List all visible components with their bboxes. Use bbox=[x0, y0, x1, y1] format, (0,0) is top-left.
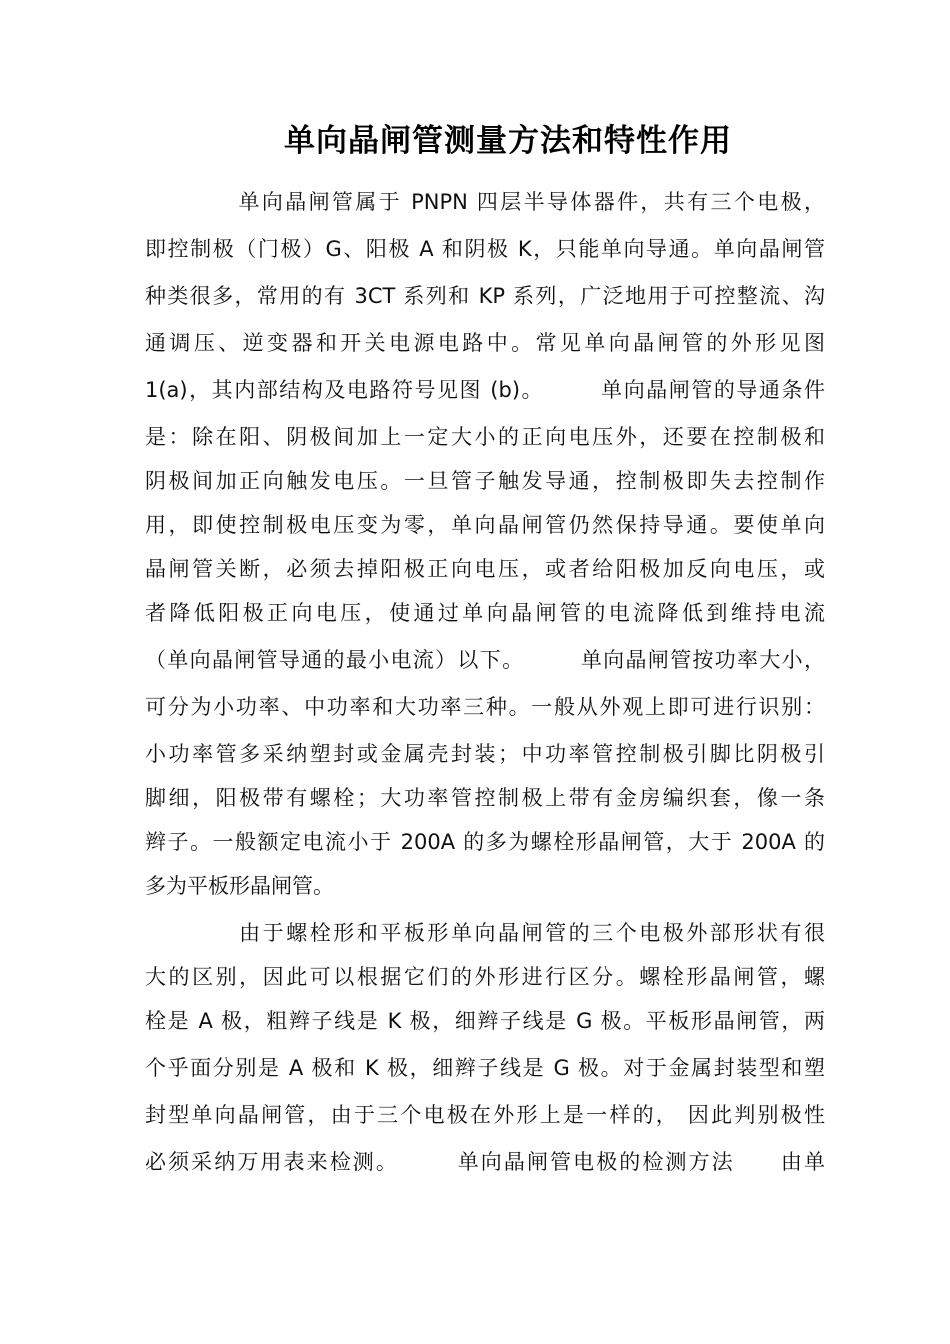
body-line-3: 种类很多，常用的有 3CT 系列和 KP 系列，广泛地用于可控整流、沟 bbox=[145, 284, 825, 308]
body-line-1: 单向晶闸管属于 PNPN 四层半导体器件，共有三个电极， bbox=[145, 190, 825, 214]
body-line-22: 必须采纳万用表来检测。 单向晶闸管电极的检测方法 由单 bbox=[145, 1150, 825, 1174]
body-line-11: （单向晶闸管导通的最小电流）以下。 单向晶闸管按功率大小， bbox=[145, 648, 825, 672]
body-line-6: 是：除在阳、阴极间加上一定大小的正向电压外，还要在控制极和 bbox=[145, 425, 825, 449]
body-line-18: 大的区别，因此可以根据它们的外形进行区分。螺栓形晶闸管，螺 bbox=[145, 965, 825, 989]
body-line-15: 辫子。一般额定电流小于 200A 的多为螺栓形晶闸管，大于 200A 的 bbox=[145, 830, 825, 854]
body-line-14: 脚细，阳极带有螺栓；大功率管控制极上带有金房编织套，像一条 bbox=[145, 786, 825, 810]
body-line-7: 阴极间加正向触发电压。一旦管子触发导通，控制极即失去控制作 bbox=[145, 469, 825, 493]
document-title: 单向晶闸管测量方法和特性作用 bbox=[284, 123, 732, 159]
body-line-4: 通调压、逆变器和开关电源电路中。常见单向晶闸管的外形见图 bbox=[145, 331, 825, 355]
body-line-5: 1(a)，其内部结构及电路符号见图 (b)。 单向晶闸管的导通条件 bbox=[145, 378, 825, 402]
body-line-21: 封型单向晶闸管，由于三个电极在外形上是一样的， 因此判别极性 bbox=[145, 1103, 825, 1127]
body-line-12: 可分为小功率、中功率和大功率三种。一般从外观上即可进行识别： bbox=[145, 695, 825, 719]
body-line-13: 小功率管多采纳塑封或金属壳封装；中功率管控制极引脚比阴极引 bbox=[145, 742, 825, 766]
body-line-2: 即控制极（门极）G、阳极 A 和阴极 K，只能单向导通。单向晶闸管 bbox=[145, 237, 825, 261]
body-line-16: 多为平板形晶闸管。 bbox=[145, 874, 334, 898]
body-line-9: 晶闸管关断，必须去掉阳极正向电压，或者给阳极加反向电压，或 bbox=[145, 557, 825, 581]
body-line-19: 栓是 A 极，粗辫子线是 K 极，细辫子线是 G 极。平板形晶闸管，两 bbox=[145, 1009, 825, 1033]
body-line-8: 用，即使控制极电压变为零，单向晶闸管仍然保持导通。要使单向 bbox=[145, 513, 825, 537]
body-line-17: 由于螺栓形和平板形单向晶闸管的三个电极外部形状有很 bbox=[145, 921, 825, 945]
body-line-20: 个乎面分别是 A 极和 K 极，细辫子线是 G 极。对于金属封装型和塑 bbox=[145, 1056, 825, 1080]
body-line-10: 者降低阳极正向电压，使通过单向晶闸管的电流降低到维持电流 bbox=[145, 601, 825, 625]
